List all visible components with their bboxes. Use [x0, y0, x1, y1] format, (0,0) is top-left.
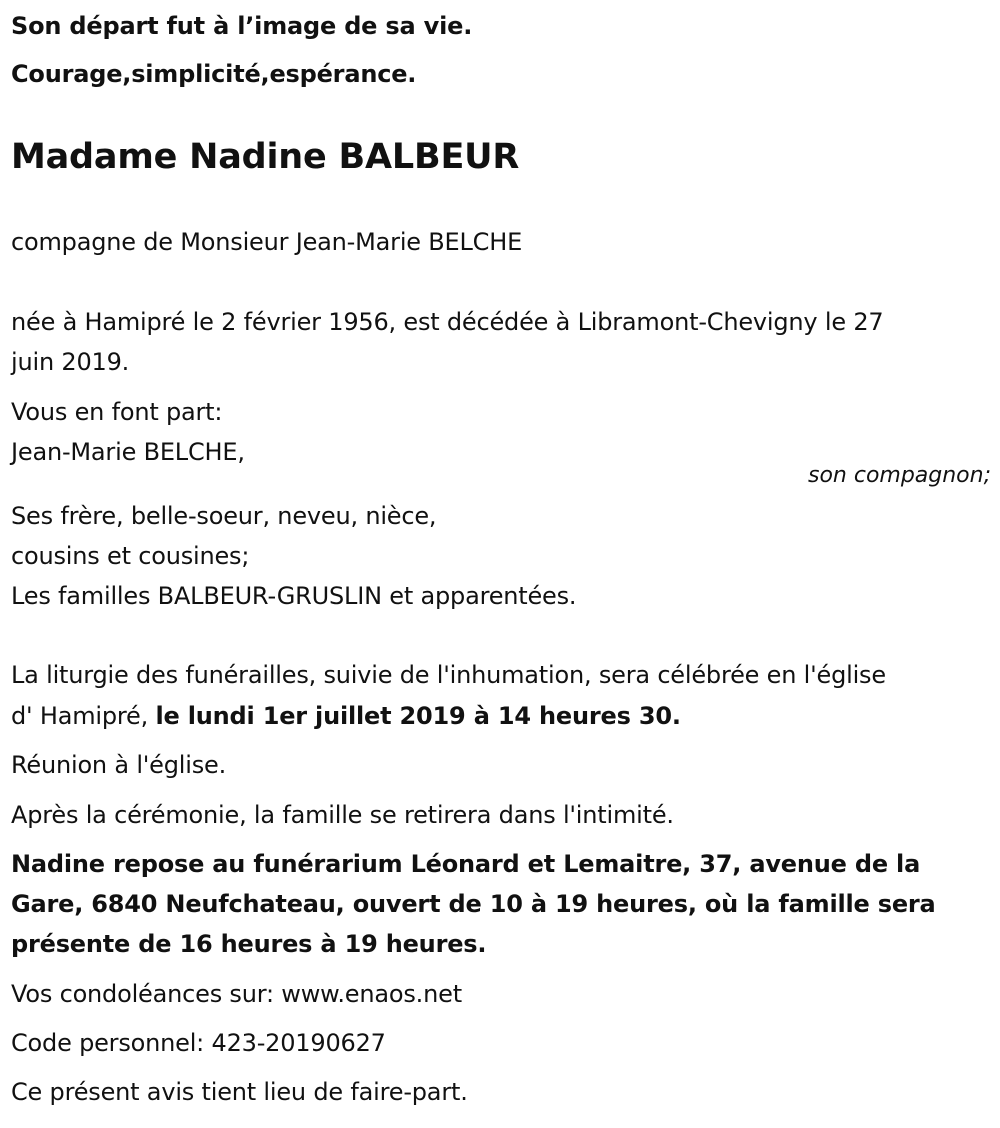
motto-line-2: Courage,simplicité,espérance.	[11, 60, 417, 88]
ceremony-datetime: le lundi 1er juillet 2019 à 14 heures 30.	[155, 702, 681, 730]
funeral-home-line-1: Nadine repose au funérarium Léonard et Lemaitre, 37, avenue de la	[11, 850, 921, 878]
motto-line-1: Son départ fut à l’image de sa vie.	[11, 12, 473, 40]
notice-line: Ce présent avis tient lieu de faire-part.	[11, 1078, 468, 1106]
ceremony-place: d' Hamipré,	[11, 702, 156, 730]
after-ceremony-line: Après la cérémonie, la famille se retirera dans l'intimité.	[11, 801, 674, 829]
condolences-line: Vos condoléances sur: www.enaos.net	[11, 980, 462, 1008]
gathering-line: Réunion à l'église.	[11, 751, 227, 779]
ceremony-line-2	[11, 696, 681, 736]
funeral-home-line-3: présente de 16 heures à 19 heures.	[11, 930, 487, 958]
relatives-line-3: Les familles BALBEUR-GRUSLIN et apparentées.	[11, 582, 577, 610]
birth-death-line-2: juin 2019.	[11, 348, 130, 376]
deceased-name: Madame Nadine BALBEUR	[11, 137, 520, 177]
family-intro: Vous en font part:	[11, 398, 223, 426]
funeral-home-line-2: Gare, 6840 Neufchateau, ouvert de 10 à 19 heures, où la famille sera	[11, 890, 936, 918]
relatives-line-2: cousins et cousines;	[11, 542, 250, 570]
partner-name: Jean-Marie BELCHE,	[11, 438, 245, 466]
personal-code-line: Code personnel: 423-20190627	[11, 1029, 386, 1057]
birth-death-line-1: née à Hamipré le 2 février 1956, est décédée à Libramont-Chevigny le 27	[11, 308, 884, 336]
relatives-line-1: Ses frère, belle-soeur, neveu, nièce,	[11, 502, 437, 530]
relation-line: compagne de Monsieur Jean-Marie BELCHE	[11, 228, 523, 256]
partner-role: son compagnon;	[807, 463, 991, 488]
ceremony-line-1: La liturgie des funérailles, suivie de l'inhumation, sera célébrée en l'église	[11, 661, 886, 689]
